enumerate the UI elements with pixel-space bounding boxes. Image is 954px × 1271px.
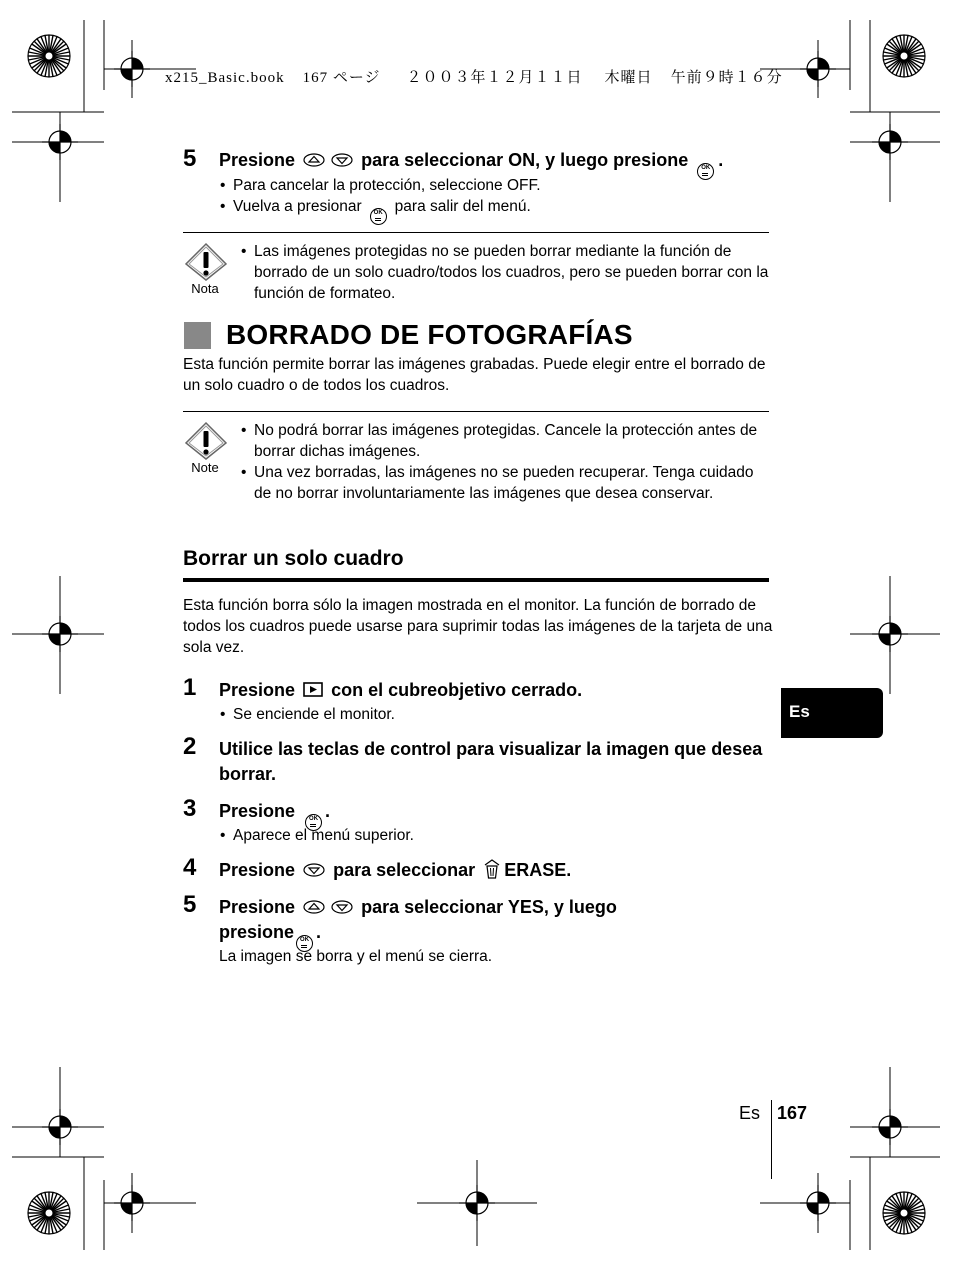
step-number: 5 — [183, 891, 197, 918]
step-5-protect-instruction: Presione para seleccionar ON, y luego presione OK . — [219, 148, 723, 180]
print-header — [165, 66, 783, 87]
ok-menu-button-icon: OK — [370, 208, 387, 225]
nota-item: • Las imágenes protegidas no se pueden borrar mediante la función de borrado de un solo cuadro/todos los cuadros, pero se pueden borrar con la función de formateo. — [254, 241, 772, 304]
divider — [183, 411, 769, 412]
step-3-instruction: Presione OK . — [219, 799, 330, 831]
subsection-underline — [183, 578, 769, 582]
step-5-erase-instruction: Presione para seleccionar YES, y luego — [219, 897, 617, 917]
bullet-item: • Para cancelar la protección, seleccione OFF. — [233, 175, 541, 196]
caution-exclamation-icon — [184, 421, 228, 461]
section-title: BORRADO DE FOTOGRAFÍAS — [226, 319, 633, 350]
nota-item: • No podrá borrar las imágenes protegidas. Cancele la protección antes de borrar dichas imágenes. — [254, 420, 772, 462]
arrow-down-button-icon — [331, 900, 353, 914]
header-time: 午前９時１６分 — [670, 70, 783, 86]
header-date: ２００３年１２月１１日 — [406, 70, 583, 86]
step-number: 2 — [183, 733, 197, 760]
subsection-intro: Esta función borra sólo la imagen mostrada en el monitor. La función de borrado de todos los cuadros puede usarse para suprimir todas las imágenes de la tarjeta de una sola vez. — [183, 597, 773, 656]
section-intro: Esta función permite borrar las imágenes grabadas. Puede elegir entre el borrado de un solo cuadro o de todos los cuadros. — [183, 356, 766, 394]
ok-menu-button-icon: OK — [697, 163, 714, 180]
subsection-title: Borrar un solo cuadro — [183, 547, 404, 570]
divider — [183, 232, 769, 233]
nota-label: Nota — [191, 281, 219, 296]
ok-menu-button-icon: OK — [296, 935, 313, 952]
nota-item: • Una vez borradas, las imágenes no se pueden recuperar. Tenga cuidado de no borrar involuntariamente las imágenes que desea conservar. — [254, 462, 772, 504]
footer-divider — [771, 1100, 772, 1179]
step-number: 4 — [183, 854, 197, 881]
caution-exclamation-icon — [184, 242, 228, 282]
page-number: 167 — [777, 1103, 808, 1123]
erase-trash-icon — [483, 859, 501, 879]
step-number: 1 — [183, 674, 197, 701]
step-number: 3 — [183, 795, 197, 822]
step-1-instruction: Presione con el cubreobjetivo cerrado. — [219, 680, 583, 700]
step-5-erase-instruction-line2: presione OK . — [219, 920, 321, 952]
nota-label: Note — [191, 460, 219, 475]
arrow-down-button-icon — [303, 863, 325, 877]
footer-language: Es — [739, 1103, 761, 1123]
section-marker-square — [184, 322, 211, 349]
ok-menu-button-icon: OK — [305, 814, 322, 831]
bullet-item: • Se enciende el monitor. — [233, 704, 395, 725]
step-5-result-note: La imagen se borra y el menú se cierra. — [219, 948, 493, 965]
step-2-instruction: Utilice las teclas de control para visualizar la imagen que desea borrar. — [219, 739, 763, 784]
step-4-instruction: Presione para seleccionar ERASE. — [219, 860, 572, 880]
bullet-item: • Vuelva a presionar OK para salir del menú. — [233, 196, 531, 225]
step-number: 5 — [183, 145, 197, 172]
header-file: x215_Basic.book — [165, 70, 285, 86]
arrow-up-button-icon — [303, 900, 325, 914]
arrow-down-button-icon — [331, 153, 353, 167]
language-tab: Es — [781, 688, 883, 738]
bullet-item: • Aparece el menú superior. — [233, 825, 414, 846]
header-page: 167 ページ — [302, 70, 381, 86]
arrow-up-button-icon — [303, 153, 325, 167]
header-weekday: 木曜日 — [604, 70, 653, 86]
playback-button-icon — [303, 682, 323, 697]
